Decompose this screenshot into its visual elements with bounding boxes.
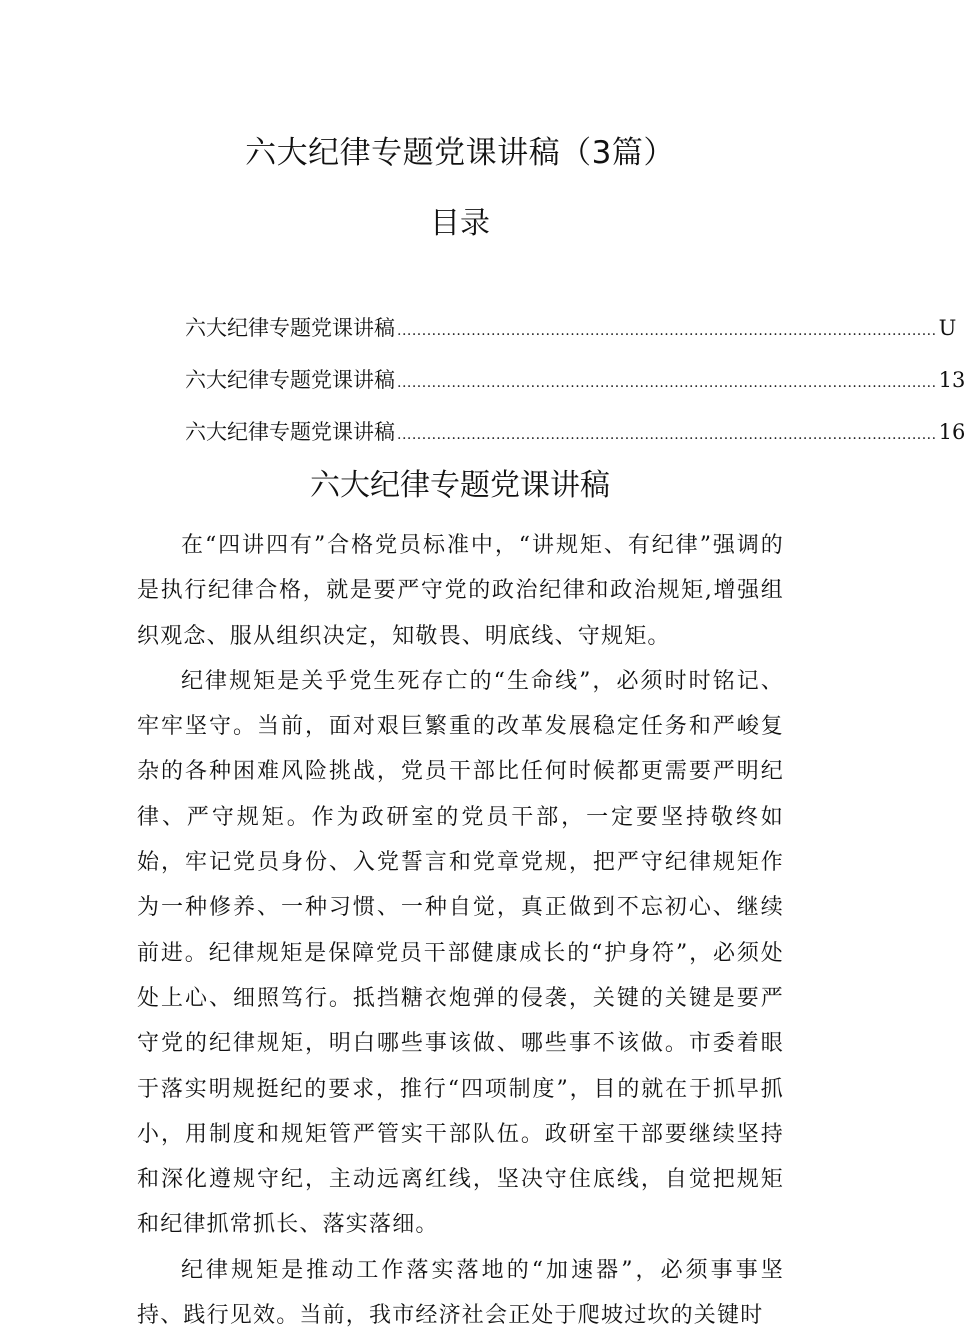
toc-entry-page: 13 <box>938 368 965 392</box>
toc-dot-leader: ............................................................................................................. <box>397 427 937 443</box>
toc-entry-label: 六大纪律专题党课讲稿 <box>185 420 395 444</box>
paragraph: 纪律规矩是推动工作落实落地的“加速器”，必须事事坚持、践行见效。当前，我市经济社会正处于爬坡过坎的关键时 <box>137 1257 784 1329</box>
paragraph: 纪律规矩是关乎党生死存亡的“生命线”，必须时时铭记、牢牢坚守。当前，面对艰巨繁重的改革发展稳定任务和严峻复杂的各种困难风险挑战，党员干部比任何时候都更需要严明纪律、严守规矩。作为政研室的党员干部，一定要坚持敬终如始，牢记党员身份、入党誓言和党章党规，把严守纪律规矩作为一种修养、一种习惯、一种自觉，真正做到不忘初心、继续前进。纪律规矩是保障党员干部健康成长的“护身符”，必须处处上心、细照笃行。抵挡糖衣炮弹的侵袭，关键的关键是要严守党的纪律规矩，明白哪些事该做、哪些事不该做。市委着眼于落实明规挺纪的要求，推行“四项制度”，目的就在于抓早抓小，用制度和规矩管严管实干部队伍。政研室干部要继续坚持和深化遵规守纪，主动远离红线，坚决守住底线，自觉把规矩和纪律抓常抓长、落实落细。 <box>137 668 784 1238</box>
body-text <box>137 523 784 1338</box>
toc-entry[interactable] <box>185 410 965 462</box>
toc-entry-page: U <box>938 316 957 340</box>
toc-heading: 目录 <box>430 206 490 241</box>
toc-dot-leader: ............................................................................................................. <box>397 375 937 391</box>
section-title: 六大纪律专题党课讲稿 <box>310 468 610 503</box>
toc-entry[interactable] <box>185 358 965 410</box>
toc-entry-label: 六大纪律专题党课讲稿 <box>185 368 395 392</box>
table-of-contents <box>185 306 965 462</box>
toc-entry-label: 六大纪律专题党课讲稿 <box>185 316 395 340</box>
toc-entry[interactable] <box>185 306 957 358</box>
document-title: 六大纪律专题党课讲稿（3篇） <box>245 135 675 171</box>
paragraph: 在“四讲四有”合格党员标准中，“讲规矩、有纪律”强调的是执行纪律合格，就是要严守党的政治纪律和政治规矩,增强组织观念、服从组织决定，知敬畏、明底线、守规矩。 <box>137 533 784 649</box>
toc-entry-page: 16 <box>938 420 965 444</box>
toc-dot-leader: ............................................................................................................. <box>397 323 937 339</box>
